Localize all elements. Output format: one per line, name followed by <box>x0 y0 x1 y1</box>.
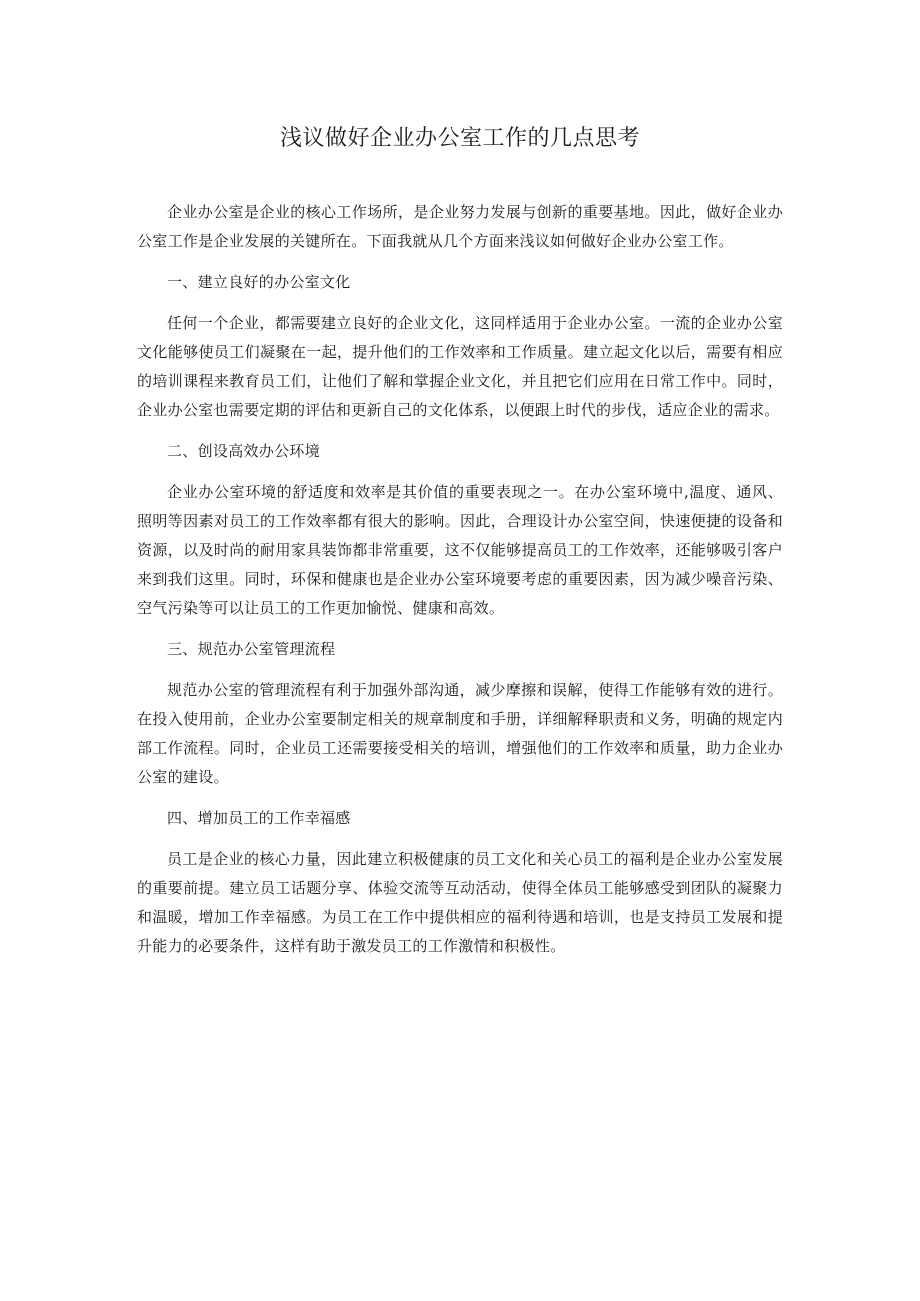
document-body <box>137 198 783 973</box>
document-title: 浅议做好企业办公室工作的几点思考 <box>279 126 640 151</box>
section-heading-3: 三、规范办公室管理流程 <box>167 640 336 658</box>
section-heading-4: 四、增加员工的工作幸福感 <box>167 809 351 827</box>
intro-paragraph: 企业办公室是企业的核心工作场所，是企业努力发展与创新的重要基地。因此，做好企业办公室工作是企业发展的关键所在。下面我就从几个方面来浅议如何做好企业办公室工作。 <box>137 203 783 250</box>
section-paragraph-4: 员工是企业的核心力量，因此建立积极健康的员工文化和关心员工的福利是企业办公室发展的重要前提。建立员工话题分享、体验交流等互动活动，使得全体员工能够感受到团队的凝聚力和温暖，增加工作幸福感。为员工在工作中提供相应的福利待遇和培训，也是支持员工发展和提升能力的必要条件，这样有助于激发员工的工作激情和积极性。 <box>137 850 783 955</box>
section-heading-1: 一、建立良好的办公室文化 <box>167 273 351 291</box>
section-paragraph-1: 任何一个企业，都需要建立良好的企业文化，这同样适用于企业办公室。一流的企业办公室文化能够使员工们凝聚在一起，提升他们的工作效率和工作质量。建立起文化以后，需要有相应的培训课程来教育员工们，让他们了解和掌握企业文化，并且把它们应用在日常工作中。同时，企业办公室也需要定期的评估和更新自己的文化体系，以便跟上时代的步伐，适应企业的需求。 <box>137 314 783 419</box>
section-paragraph-3: 规范办公室的管理流程有利于加强外部沟通，减少摩擦和误解，使得工作能够有效的进行。在投入使用前，企业办公室要制定相关的规章制度和手册，详细解释职责和义务，明确的规定内部工作流程。同时，企业员工还需要接受相关的培训，增强他们的工作效率和质量，助力企业办公室的建设。 <box>137 681 783 786</box>
section-paragraph-2: 企业办公室环境的舒适度和效率是其价值的重要表现之一。在办公室环境中,温度、通风、照明等因素对员工的工作效率都有很大的影响。因此，合理设计办公室空间，快速便捷的设备和资源，以及时尚的耐用家具装饰都非常重要，这不仅能够提高员工的工作效率，还能够吸引客户来到我们这里。同时，环保和健康也是企业办公室环境要考虑的重要因素，因为减少噪音污染、空气污染等可以让员工的工作更加愉悦、健康和高效。 <box>137 483 783 617</box>
section-heading-2: 二、创设高效办公环境 <box>167 442 321 460</box>
